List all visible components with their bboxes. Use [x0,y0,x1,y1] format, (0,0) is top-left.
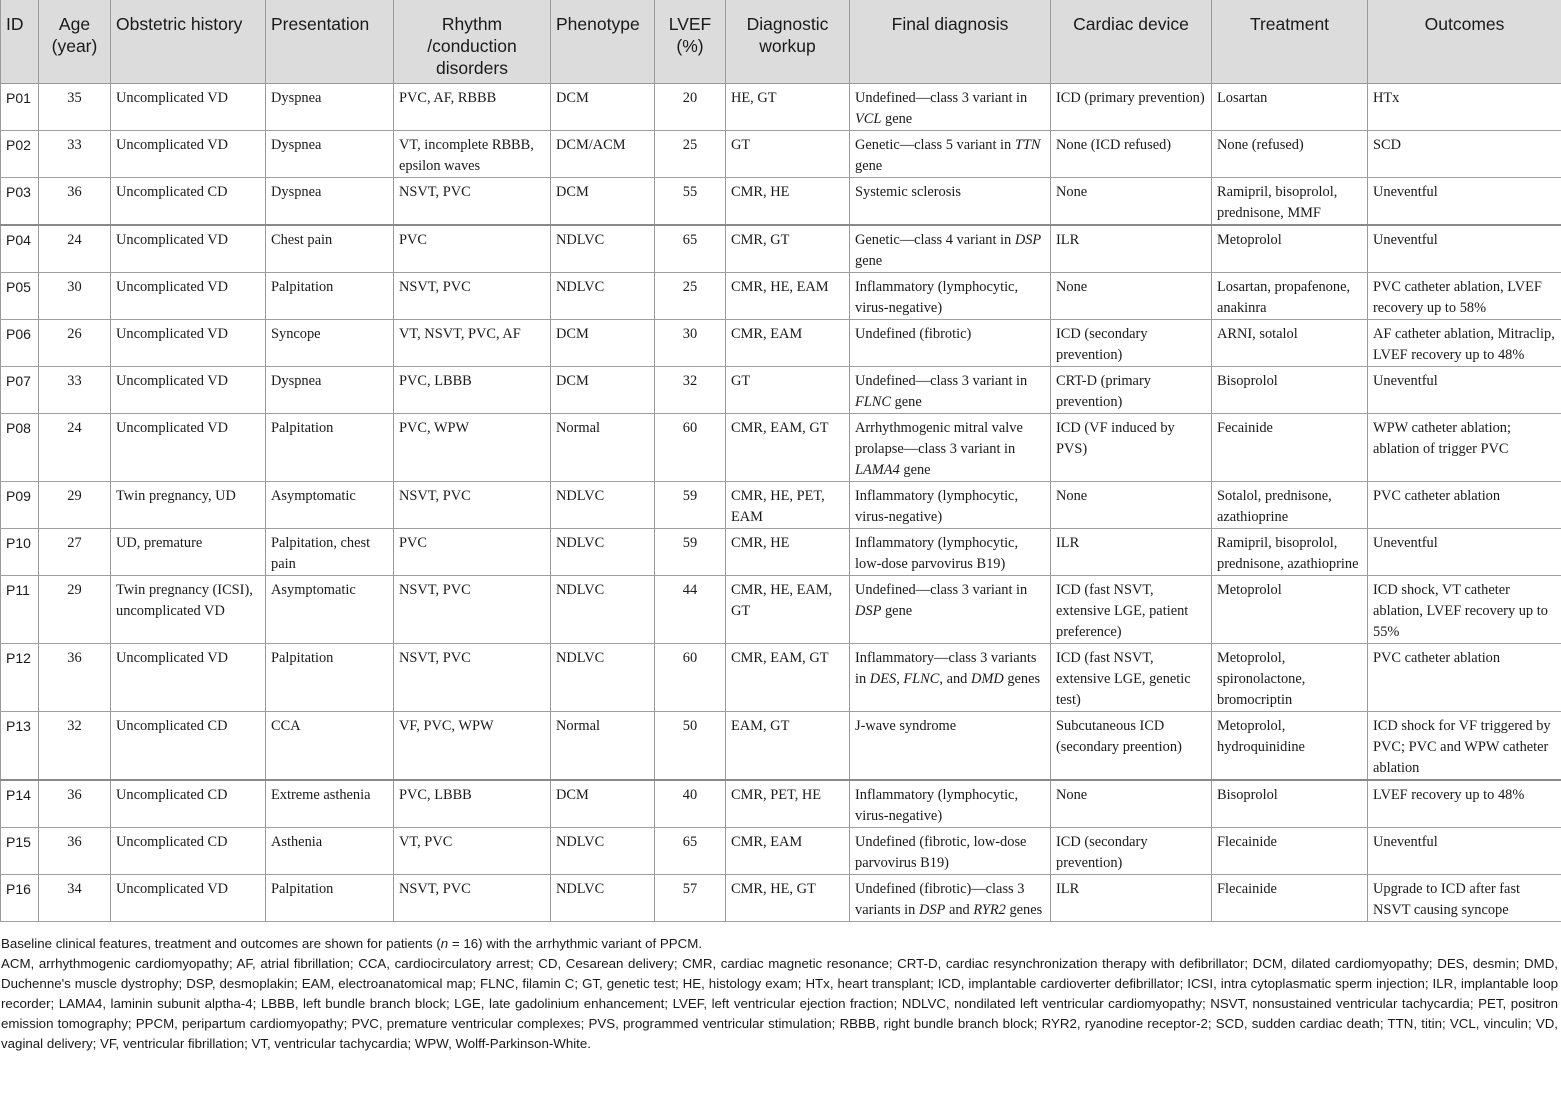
cell-outcomes: ICD shock for VF triggered by PVC; PVC and WPW catheter ablation [1368,712,1561,781]
cell-lvef: 55 [655,178,726,226]
cell-id: P14 [1,780,39,828]
cell-phenotype: DCM [551,178,655,226]
cell-id: P11 [1,576,39,644]
cell-diagnostic-workup: CMR, PET, HE [726,780,850,828]
cell-phenotype: NDLVC [551,828,655,875]
cell-final-diagnosis: Inflammatory (lymphocytic, virus-negative) [850,780,1051,828]
cell-final-diagnosis: Undefined—class 3 variant in FLNC gene [850,367,1051,414]
cell-presentation: Chest pain [266,225,394,273]
header-treatment: Treatment [1212,0,1368,84]
header-final-diagnosis: Final diagnosis [850,0,1051,84]
cell-rhythm: VT, NSVT, PVC, AF [394,320,551,367]
cell-outcomes: ICD shock, VT catheter ablation, LVEF recovery up to 55% [1368,576,1561,644]
cell-obstetric-history: Uncomplicated VD [111,644,266,712]
cell-presentation: Asymptomatic [266,482,394,529]
cell-age: 33 [39,367,111,414]
cell-rhythm: NSVT, PVC [394,482,551,529]
table-row [1,414,1561,482]
cell-age: 32 [39,712,111,781]
cell-lvef: 32 [655,367,726,414]
cell-diagnostic-workup: HE, GT [726,84,850,131]
table-row [1,273,1561,320]
table-body [1,84,1561,922]
table-row [1,320,1561,367]
cell-presentation: Palpitation [266,644,394,712]
cell-id: P01 [1,84,39,131]
cell-outcomes: Uneventful [1368,178,1561,226]
cell-lvef: 50 [655,712,726,781]
cell-obstetric-history: Uncomplicated VD [111,84,266,131]
header-age: Age (year) [39,0,111,84]
cell-obstetric-history: Twin pregnancy, UD [111,482,266,529]
cell-final-diagnosis: Undefined (fibrotic)—class 3 variants in DSP and RYR2 genes [850,875,1051,922]
cell-id: P07 [1,367,39,414]
cell-diagnostic-workup: GT [726,367,850,414]
cell-diagnostic-workup: CMR, EAM, GT [726,644,850,712]
cell-final-diagnosis: Inflammatory (lymphocytic, virus-negative) [850,273,1051,320]
cell-lvef: 60 [655,414,726,482]
cell-presentation: CCA [266,712,394,781]
table-row [1,828,1561,875]
cell-treatment: Sotalol, prednisone, azathioprine [1212,482,1368,529]
cell-age: 33 [39,131,111,178]
cell-id: P03 [1,178,39,226]
header-cardiac-device: Cardiac device [1051,0,1212,84]
table-row [1,644,1561,712]
cell-cardiac-device: None [1051,273,1212,320]
table-row [1,482,1561,529]
cell-cardiac-device: None [1051,482,1212,529]
cell-final-diagnosis: Inflammatory (lymphocytic, virus-negative) [850,482,1051,529]
cell-outcomes: Uneventful [1368,225,1561,273]
cell-obstetric-history: Uncomplicated VD [111,875,266,922]
cell-final-diagnosis: Undefined—class 3 variant in VCL gene [850,84,1051,131]
cell-phenotype: DCM [551,367,655,414]
cell-id: P13 [1,712,39,781]
cell-cardiac-device: None [1051,780,1212,828]
header-presentation: Presentation [266,0,394,84]
table-row [1,131,1561,178]
cell-diagnostic-workup: CMR, HE, PET, EAM [726,482,850,529]
header-diagnostic-workup: Diagnostic workup [726,0,850,84]
cell-cardiac-device: None [1051,178,1212,226]
cell-age: 35 [39,84,111,131]
cell-age: 36 [39,780,111,828]
cell-outcomes: HTx [1368,84,1561,131]
header-id: ID [1,0,39,84]
cell-treatment: Flecainide [1212,828,1368,875]
cell-final-diagnosis: Undefined (fibrotic, low-dose parvovirus B19) [850,828,1051,875]
cell-rhythm: PVC, WPW [394,414,551,482]
table-row [1,576,1561,644]
cell-id: P02 [1,131,39,178]
header-lvef: LVEF (%) [655,0,726,84]
cell-lvef: 57 [655,875,726,922]
cell-phenotype: NDLVC [551,482,655,529]
cell-lvef: 59 [655,482,726,529]
cell-obstetric-history: Uncomplicated CD [111,828,266,875]
cell-diagnostic-workup: CMR, HE, EAM [726,273,850,320]
cell-final-diagnosis: J-wave syndrome [850,712,1051,781]
cell-presentation: Asthenia [266,828,394,875]
cell-outcomes: Upgrade to ICD after fast NSVT causing syncope [1368,875,1561,922]
cell-id: P09 [1,482,39,529]
cell-age: 24 [39,225,111,273]
cell-lvef: 25 [655,273,726,320]
cell-treatment: Metoprolol [1212,225,1368,273]
cell-cardiac-device: ILR [1051,875,1212,922]
cell-rhythm: NSVT, PVC [394,875,551,922]
cell-final-diagnosis: Systemic sclerosis [850,178,1051,226]
cell-diagnostic-workup: CMR, GT [726,225,850,273]
cell-cardiac-device: ICD (fast NSVT, extensive LGE, patient preference) [1051,576,1212,644]
cell-cardiac-device: ILR [1051,225,1212,273]
cell-phenotype: Normal [551,414,655,482]
cell-obstetric-history: Uncomplicated CD [111,780,266,828]
table-header-row [1,0,1561,84]
table-row [1,875,1561,922]
cell-id: P10 [1,529,39,576]
cell-rhythm: NSVT, PVC [394,576,551,644]
cell-treatment: Ramipril, bisoprolol, prednisone, azathioprine [1212,529,1368,576]
table-row [1,712,1561,781]
cell-age: 27 [39,529,111,576]
cell-age: 26 [39,320,111,367]
cell-obstetric-history: Uncomplicated CD [111,178,266,226]
cell-diagnostic-workup: CMR, HE [726,178,850,226]
cell-obstetric-history: Uncomplicated VD [111,273,266,320]
cell-id: P06 [1,320,39,367]
cell-id: P15 [1,828,39,875]
cell-final-diagnosis: Inflammatory—class 3 variants in DES, FLNC, and DMD genes [850,644,1051,712]
cell-treatment: Losartan [1212,84,1368,131]
cell-rhythm: PVC, LBBB [394,367,551,414]
cell-phenotype: NDLVC [551,576,655,644]
cell-lvef: 65 [655,225,726,273]
cell-obstetric-history: Uncomplicated VD [111,225,266,273]
cell-phenotype: NDLVC [551,644,655,712]
cell-outcomes: Uneventful [1368,367,1561,414]
cell-diagnostic-workup: CMR, EAM [726,828,850,875]
cell-presentation: Palpitation, chest pain [266,529,394,576]
cell-diagnostic-workup: GT [726,131,850,178]
cell-diagnostic-workup: EAM, GT [726,712,850,781]
cell-outcomes: LVEF recovery up to 48% [1368,780,1561,828]
cell-phenotype: DCM [551,780,655,828]
cell-id: P16 [1,875,39,922]
cell-treatment: Losartan, propafenone, anakinra [1212,273,1368,320]
cell-outcomes: Uneventful [1368,529,1561,576]
cell-rhythm: NSVT, PVC [394,178,551,226]
cell-final-diagnosis: Genetic—class 5 variant in TTN gene [850,131,1051,178]
cell-age: 29 [39,482,111,529]
cell-rhythm: PVC, AF, RBBB [394,84,551,131]
cell-rhythm: NSVT, PVC [394,273,551,320]
cell-final-diagnosis: Undefined—class 3 variant in DSP gene [850,576,1051,644]
cell-rhythm: PVC, LBBB [394,780,551,828]
table-row [1,225,1561,273]
cell-age: 29 [39,576,111,644]
cell-id: P04 [1,225,39,273]
cell-lvef: 30 [655,320,726,367]
cell-age: 36 [39,828,111,875]
cell-rhythm: VT, incomplete RBBB, epsilon waves [394,131,551,178]
cell-phenotype: Normal [551,712,655,781]
cell-phenotype: NDLVC [551,273,655,320]
cell-id: P05 [1,273,39,320]
cell-outcomes: WPW catheter ablation; ablation of trigger PVC [1368,414,1561,482]
cell-treatment: Metoprolol, spironolactone, bromocriptin [1212,644,1368,712]
cell-obstetric-history: Uncomplicated VD [111,367,266,414]
cell-diagnostic-workup: CMR, EAM, GT [726,414,850,482]
cell-outcomes: PVC catheter ablation, LVEF recovery up to 58% [1368,273,1561,320]
cell-cardiac-device: CRT-D (primary prevention) [1051,367,1212,414]
cell-id: P12 [1,644,39,712]
cell-obstetric-history: Twin pregnancy (ICSI), uncomplicated VD [111,576,266,644]
cell-final-diagnosis: Arrhythmogenic mitral valve prolapse—class 3 variant in LAMA4 gene [850,414,1051,482]
cell-cardiac-device: Subcutaneous ICD (secondary preention) [1051,712,1212,781]
cell-presentation: Asymptomatic [266,576,394,644]
cell-cardiac-device: ICD (secondary prevention) [1051,320,1212,367]
cell-final-diagnosis: Inflammatory (lymphocytic, low-dose parvovirus B19) [850,529,1051,576]
cell-treatment: None (refused) [1212,131,1368,178]
cell-final-diagnosis: Undefined (fibrotic) [850,320,1051,367]
cell-presentation: Palpitation [266,875,394,922]
cell-lvef: 40 [655,780,726,828]
cell-obstetric-history: Uncomplicated VD [111,131,266,178]
cell-obstetric-history: UD, premature [111,529,266,576]
cell-phenotype: NDLVC [551,225,655,273]
cell-outcomes: PVC catheter ablation [1368,644,1561,712]
cell-lvef: 44 [655,576,726,644]
cell-treatment: Fecainide [1212,414,1368,482]
cell-presentation: Palpitation [266,273,394,320]
cell-rhythm: VF, PVC, WPW [394,712,551,781]
cell-treatment: Ramipril, bisoprolol, prednisone, MMF [1212,178,1368,226]
cell-age: 24 [39,414,111,482]
cell-diagnostic-workup: CMR, HE, EAM, GT [726,576,850,644]
cell-treatment: Bisoprolol [1212,780,1368,828]
footnote-caption: Baseline clinical features, treatment and outcomes are shown for patients (n = 16) with the arrhythmic variant of PPCM. [1,936,703,951]
cell-lvef: 25 [655,131,726,178]
table-row [1,367,1561,414]
cell-id: P08 [1,414,39,482]
cell-treatment: Metoprolol [1212,576,1368,644]
cell-obstetric-history: Uncomplicated VD [111,320,266,367]
cell-presentation: Dyspnea [266,131,394,178]
cell-treatment: Metoprolol, hydroquinidine [1212,712,1368,781]
cell-rhythm: VT, PVC [394,828,551,875]
header-outcomes: Outcomes [1368,0,1561,84]
cell-obstetric-history: Uncomplicated CD [111,712,266,781]
cell-final-diagnosis: Genetic—class 4 variant in DSP gene [850,225,1051,273]
header-obstetric-history: Obstetric history [111,0,266,84]
footnote-abbreviations: ACM, arrhythmogenic cardiomyopathy; AF, atrial fibrillation; CCA, cardiocirculatory arrest; CD, Cesarean delivery; CMR, cardiac magnetic resonance; CRT-D, cardiac resynchronization therapy with defibrillator; DCM, dilated cardiomyopathy; DES, desmin; DMD, Duchenne's muscle dystrophy; DSP, desmoplakin; EAM, electroanatomical map; FLNC, filamin C; GT, genetic test; HE, histology exam; HTx, heart transplant; ICD, implantable cardioverter defibrillator; ICSI, intra cytoplasmatic sperm injection; ILR, implantable loop recorder; LAMA4, laminin subunit alptha-4; LBBB, left bundle branch block; LGE, late gadolinium enhancement; LVEF, left ventricular ejection fraction; NDLVC, nondilated left ventricular cardiomyopathy; NSVT, nonsustained ventricular tachycardia; PET, positron emission tomography; PPCM, peripartum cardiomyopathy; PVC, premature ventricular complexes; PVS, programmed ventricular stimulation; RBBB, right bundle branch block; RYR2, ryanodine receptor-2; SCD, sudden cardiac death; TTN, titin; VCL, vinculin; VD, vaginal delivery; VF, ventricular fibrillation; VT, ventricular tachycardia; WPW, Wolff-Parkinson-White. [1,956,1558,1051]
cell-presentation: Dyspnea [266,84,394,131]
header-rhythm: Rhythm /conduction disorders [394,0,551,84]
cell-phenotype: NDLVC [551,529,655,576]
cell-treatment: Flecainide [1212,875,1368,922]
cell-obstetric-history: Uncomplicated VD [111,414,266,482]
table-row [1,529,1561,576]
cell-cardiac-device: ICD (VF induced by PVS) [1051,414,1212,482]
header-phenotype: Phenotype [551,0,655,84]
cell-outcomes: SCD [1368,131,1561,178]
cell-age: 30 [39,273,111,320]
cell-outcomes: AF catheter ablation, Mitraclip, LVEF recovery up to 48% [1368,320,1561,367]
table-row [1,178,1561,226]
cell-cardiac-device: ICD (fast NSVT, extensive LGE, genetic test) [1051,644,1212,712]
cell-presentation: Dyspnea [266,178,394,226]
cell-age: 36 [39,644,111,712]
cell-cardiac-device: ILR [1051,529,1212,576]
table-footnote [0,922,1561,1054]
cell-phenotype: NDLVC [551,875,655,922]
cell-lvef: 59 [655,529,726,576]
cell-phenotype: DCM [551,84,655,131]
table-row [1,84,1561,131]
cell-presentation: Extreme asthenia [266,780,394,828]
cell-rhythm: PVC [394,225,551,273]
cell-presentation: Dyspnea [266,367,394,414]
cell-age: 36 [39,178,111,226]
cell-rhythm: PVC [394,529,551,576]
cell-lvef: 20 [655,84,726,131]
cell-treatment: ARNI, sotalol [1212,320,1368,367]
cell-cardiac-device: ICD (secondary prevention) [1051,828,1212,875]
cell-presentation: Palpitation [266,414,394,482]
cell-lvef: 65 [655,828,726,875]
cell-lvef: 60 [655,644,726,712]
table-row [1,780,1561,828]
cell-rhythm: NSVT, PVC [394,644,551,712]
cell-presentation: Syncope [266,320,394,367]
cell-diagnostic-workup: CMR, HE, GT [726,875,850,922]
cell-phenotype: DCM/ACM [551,131,655,178]
cell-outcomes: PVC catheter ablation [1368,482,1561,529]
cell-age: 34 [39,875,111,922]
cell-diagnostic-workup: CMR, EAM [726,320,850,367]
cell-cardiac-device: None (ICD refused) [1051,131,1212,178]
cell-diagnostic-workup: CMR, HE [726,529,850,576]
cell-outcomes: Uneventful [1368,828,1561,875]
cell-treatment: Bisoprolol [1212,367,1368,414]
cell-phenotype: DCM [551,320,655,367]
cell-cardiac-device: ICD (primary prevention) [1051,84,1212,131]
